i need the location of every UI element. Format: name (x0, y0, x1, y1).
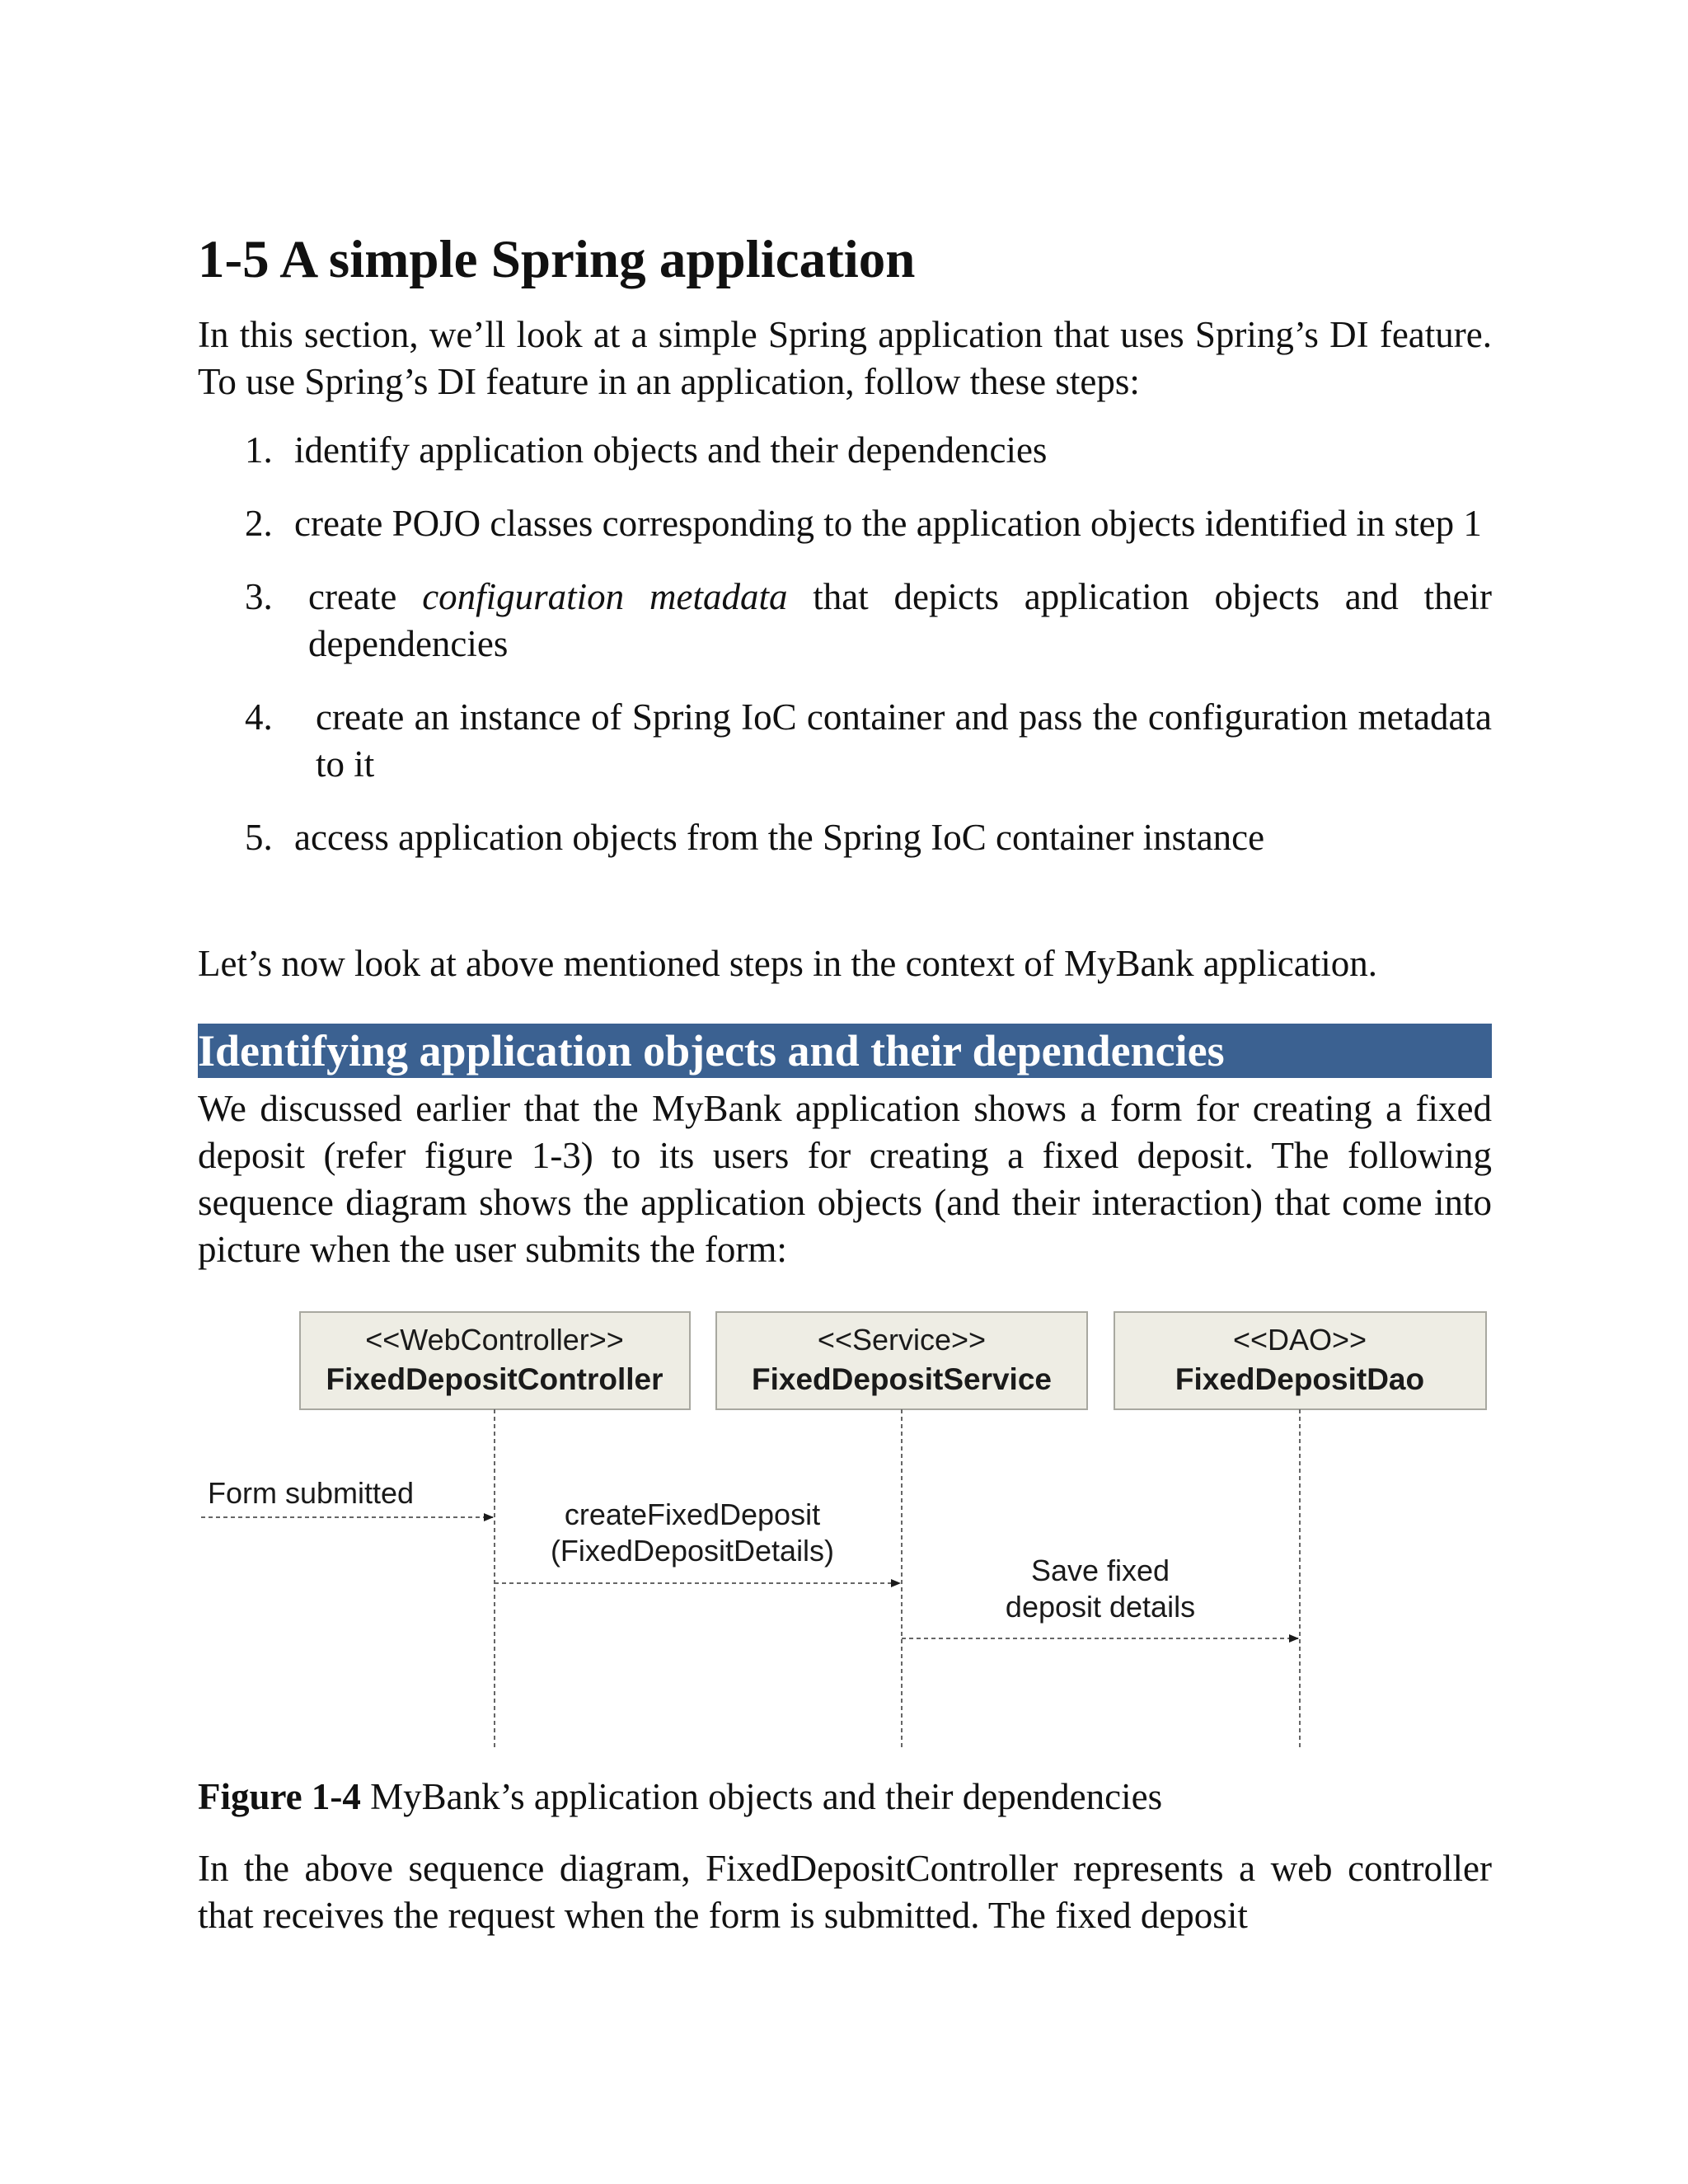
form-submitted-label: Form submitted (208, 1476, 415, 1510)
subheading-bar: Identifying application objects and their dependencies (198, 1024, 1492, 1078)
list-item (198, 500, 1492, 547)
step-text: identify application objects and their dependencies (294, 429, 1048, 471)
step-text: access application objects from the Spring IoC container instance (294, 817, 1265, 858)
step-text-before: create (308, 576, 423, 617)
save-fixed-deposit-label-line2: deposit details (1005, 1590, 1196, 1624)
section-title: 1-5 A simple Spring application (198, 230, 916, 289)
closing-paragraph: In the above sequence diagram, FixedDepositController represents a web controller that receives the request when the form is submitted. The fixed deposit (198, 1848, 1492, 1936)
list-item (198, 427, 1492, 474)
sequence-diagram (198, 1309, 1492, 1754)
step-number: 1. (245, 429, 273, 471)
create-fixed-deposit-label-line2: (FixedDepositDetails) (550, 1534, 835, 1568)
discussion-paragraph: We discussed earlier that the MyBank application shows a form for creating a fixed deposit (refer figure 1-3) to its users for creating a fixed deposit. The following sequence diagram shows the application objects (and their interaction) that come into picture when the user submits the form: (198, 1088, 1492, 1270)
list-item (198, 814, 1492, 861)
service-name: FixedDepositService (752, 1362, 1052, 1396)
controller-stereotype: <<WebController>> (365, 1323, 624, 1357)
create-fixed-deposit-label-line1: createFixedDeposit (564, 1497, 821, 1531)
step-emphasis: configuration metadata (422, 576, 788, 617)
figure-caption-text: MyBank’s application objects and their dependencies (370, 1776, 1163, 1817)
list-item (198, 574, 1492, 668)
figure-label: Figure 1-4 (198, 1776, 361, 1817)
intro-paragraph: In this section, we’ll look at a simple Spring application that uses Spring’s DI feature. To use Spring’s DI feature in an application, follow these steps: (198, 314, 1492, 402)
step-number: 4. (245, 696, 273, 738)
dao-stereotype: <<DAO>> (1232, 1323, 1367, 1357)
step-number: 2. (245, 503, 273, 544)
step-text-after: that depicts application objects and their dependencies (308, 576, 1492, 664)
controller-name: FixedDepositController (326, 1362, 663, 1396)
step-number: 3. (245, 576, 273, 617)
list-item (198, 694, 1492, 788)
steps-list (198, 427, 1492, 888)
dao-name: FixedDepositDao (1175, 1362, 1425, 1396)
step-number: 5. (245, 817, 273, 858)
after-steps-paragraph: Let’s now look at above mentioned steps in the context of MyBank application. (198, 943, 1377, 984)
figure-caption (198, 1774, 1162, 1821)
service-stereotype: <<Service>> (817, 1323, 987, 1357)
save-fixed-deposit-label-line1: Save fixed (1030, 1554, 1170, 1587)
step-text: create POJO classes corresponding to the application objects identified in step 1 (294, 503, 1482, 544)
step-text: create an instance of Spring IoC container and pass the configuration metadata to it (316, 696, 1492, 785)
